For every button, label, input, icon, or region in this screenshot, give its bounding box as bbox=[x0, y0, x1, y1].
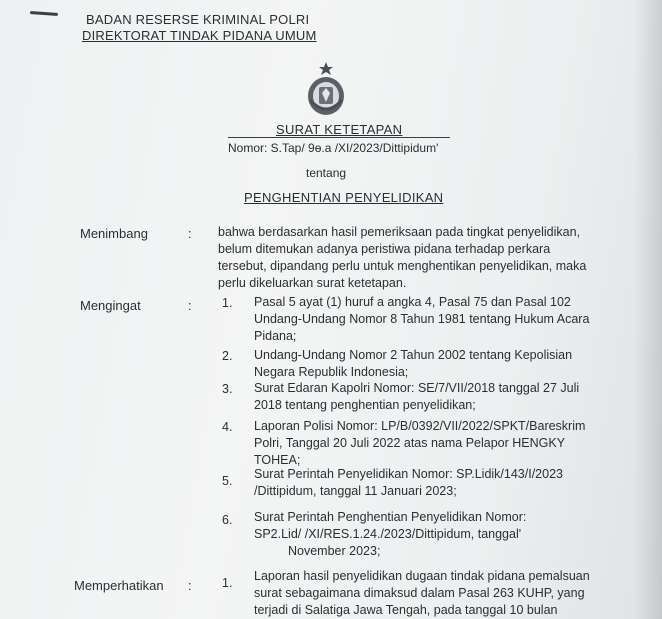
header-institution: BADAN RESERSE KRIMINAL POLRI bbox=[86, 12, 310, 27]
title-rule bbox=[228, 137, 450, 138]
item-line: Negara Republik Indonesia; bbox=[254, 365, 409, 379]
pen-mark bbox=[30, 11, 58, 16]
mengingat-item-number: 1. bbox=[222, 296, 233, 310]
mengingat-colon: : bbox=[188, 298, 192, 313]
document-title: SURAT KETETAPAN bbox=[276, 122, 403, 137]
item-line: November 2023; bbox=[288, 544, 381, 558]
item-line: 2018 tentang penghentian penyelidikan; bbox=[254, 398, 476, 412]
item-line: Undang-Undang Nomor 8 Tahun 1981 tentang Hukum Acara bbox=[254, 312, 590, 326]
item-line: Pidana; bbox=[254, 329, 297, 343]
item-line: Surat Edaran Kapolri Nomor: SE/7/VII/2018 tanggal 27 Juli bbox=[254, 381, 580, 395]
item-line: Laporan hasil penyelidikan dugaan tindak pidana pemalsuan bbox=[254, 569, 590, 583]
mengingat-item-number: 5. bbox=[222, 474, 233, 488]
mengingat-item-number: 6. bbox=[222, 513, 233, 527]
tentang-label: tentang bbox=[306, 166, 347, 180]
item-line: /Dittipidum, tanggal 11 Januari 2023; bbox=[254, 484, 457, 498]
document-subject: PENGHENTIAN PENYELIDIKAN bbox=[244, 190, 444, 205]
mengingat-item bbox=[254, 380, 646, 414]
memperhatikan-label: Memperhatikan bbox=[74, 578, 164, 593]
polri-emblem-icon bbox=[304, 60, 348, 118]
item-line: Undang-Undang Nomor 2 Tahun 2002 tentang Kepolisian bbox=[254, 348, 573, 362]
menimbang-label: Menimbang bbox=[80, 226, 148, 241]
item-line: Polri, Tanggal 20 Juli 2022 atas nama Pelapor HENGKY bbox=[254, 436, 566, 450]
mengingat-item bbox=[254, 294, 646, 345]
menimbang-line: belum ditemukan adanya peristiwa pidana terhadap perkara bbox=[218, 242, 551, 256]
mengingat-item-number: 2. bbox=[222, 349, 233, 363]
item-line: Surat Perintah Penghentian Penyelidikan Nomor: bbox=[254, 510, 527, 524]
mengingat-item bbox=[254, 418, 646, 469]
menimbang-line: tersebut, dipandang perlu untuk menghentikan penyelidikan, maka bbox=[218, 259, 587, 273]
item-line: surat sebagaimana dimaksud dalam Pasal 263 KUHP, yang bbox=[254, 586, 585, 600]
item-line: SP2.Lid/ /XI/RES.1.24./2023/Dittipidum, tanggal' bbox=[254, 527, 522, 541]
item-line: Pasal 5 ayat (1) huruf a angka 4, Pasal 75 dan Pasal 102 bbox=[254, 295, 571, 309]
mengingat-item bbox=[254, 347, 646, 381]
item-line: Surat Perintah Penyelidikan Nomor: SP.Lidik/143/I/2023 bbox=[254, 467, 563, 481]
document-number: Nomor: S.Tap/ 9ɵ.a /XI/2023/Dittipidum' bbox=[228, 141, 439, 155]
memperhatikan-item-number: 1. bbox=[222, 576, 233, 590]
menimbang-line: bahwa berdasarkan hasil pemeriksaan pada tingkat penyelidikan, bbox=[218, 225, 581, 239]
menimbang-line: perlu dikeluarkan surat ketetapan. bbox=[218, 276, 407, 290]
mengingat-item-number: 3. bbox=[222, 382, 233, 396]
menimbang-text bbox=[218, 224, 628, 292]
item-line: Laporan Polisi Nomor: LP/B/0392/VII/2022/SPKT/Bareskrim bbox=[254, 419, 586, 433]
memperhatikan-colon: : bbox=[188, 578, 192, 593]
mengingat-item bbox=[254, 509, 646, 560]
menimbang-colon: : bbox=[188, 226, 192, 241]
mengingat-item-number: 4. bbox=[222, 420, 233, 434]
header-directorate: DIREKTORAT TINDAK PIDANA UMUM bbox=[82, 28, 317, 43]
item-line: TOHEA; bbox=[254, 453, 301, 467]
memperhatikan-item bbox=[254, 568, 646, 619]
mengingat-item bbox=[254, 466, 646, 500]
item-line: terjadi di Salatiga Jawa Tengah, pada tanggal 10 bulan bbox=[254, 603, 558, 617]
mengingat-label: Mengingat bbox=[80, 298, 141, 313]
